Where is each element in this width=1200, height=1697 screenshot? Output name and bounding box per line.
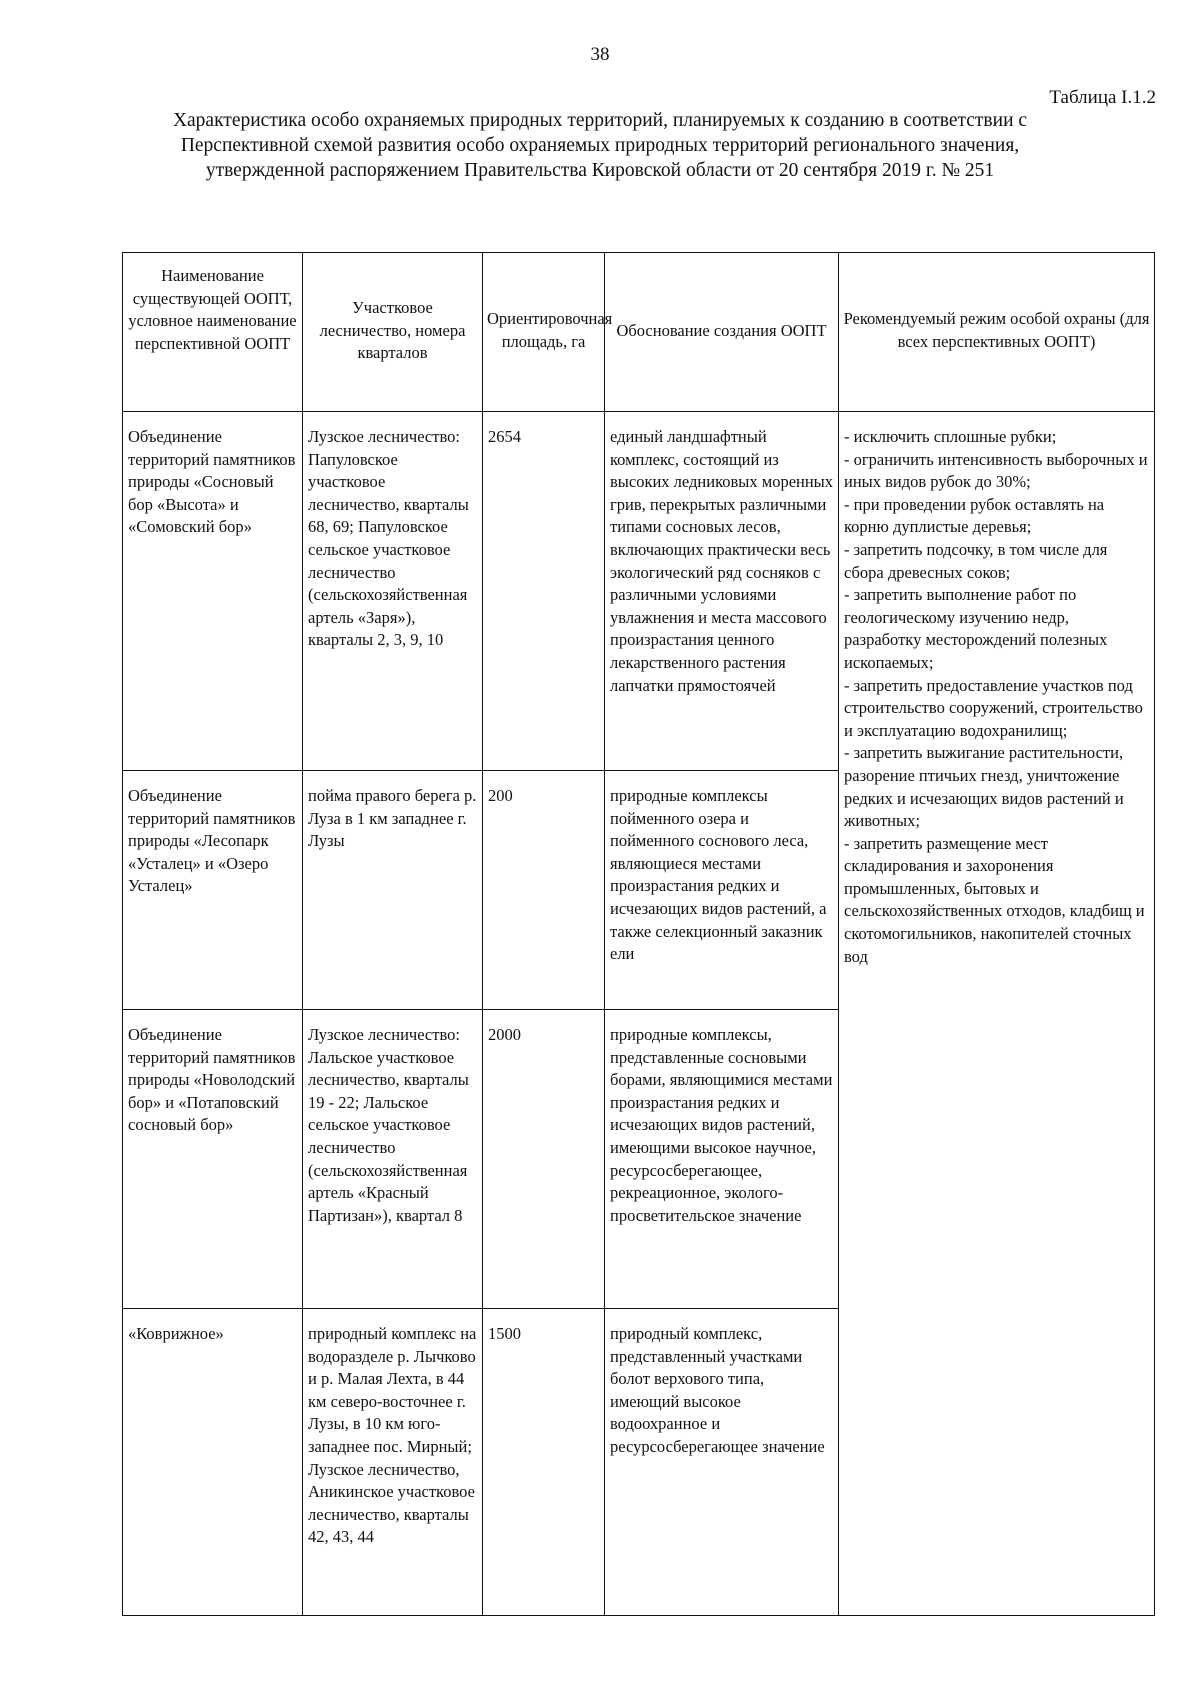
header-justification: Обоснование создания ООПТ xyxy=(605,253,839,412)
table-title: Характеристика особо охраняемых природных территорий, планируемых к созданию в соответствии с Перспективной схемой развития особо охраняемых природных территорий регионального значения, утвержденной распоряжением Правительства Кировской области от 20 сентября 2019 г. № 251 xyxy=(172,110,1028,181)
cell-regime xyxy=(839,412,1155,1616)
cell-name: Объединение территорий памятников природы «Сосновый бор «Высота» и «Сомовский бор» xyxy=(123,412,303,771)
cell-justification: природные комплексы, представленные сосновыми борами, являющимися местами произрастания редких и исчезающих видов растений, имеющими высокое научное, ресурсосберегающее, рекреационное, эколого-просветительское значение xyxy=(605,1010,839,1309)
cell-name: «Коврижное» xyxy=(123,1309,303,1616)
header-forestry: Участковое лесничество, номера кварталов xyxy=(303,253,483,412)
regime-item: - запретить выжигание растительности, разорение птичьих гнезд, уничтожение редких и исчезающих видов растений и животных; xyxy=(844,743,1124,831)
regime-item: - запретить подсочку, в том числе для сбора древесных соков; xyxy=(844,539,1108,582)
cell-name: Объединение территорий памятников природы «Новолодский бор» и «Потаповский сосновый бор» xyxy=(123,1010,303,1309)
header-regime: Рекомендуемый режим особой охраны (для всех перспективных ООПТ) xyxy=(839,253,1155,412)
regime-item: - запретить размещение мест складирования и захоронения промышленных, бытовых и сельскохозяйственных отходов, кладбищ и скотомогильников, накопителей сточных вод xyxy=(844,833,1145,966)
cell-forestry: природный комплекс на водоразделе р. Лычково и р. Малая Лехта, в 44 км северо-восточнее г. Лузы, в 10 км юго-западнее пос. Мирный; Лузское лесничество, Аникинское участковое лесничество, кварталы 42, 43, 44 xyxy=(303,1309,483,1616)
regime-item: - ограничить интенсивность выборочных и иных видов рубок до 30%; xyxy=(844,449,1148,492)
page-number: 38 xyxy=(590,44,610,65)
table-label: Таблица I.1.2 xyxy=(1049,87,1156,108)
cell-area: 1500 xyxy=(483,1309,605,1616)
cell-area: 2000 xyxy=(483,1010,605,1309)
cell-justification: природные комплексы пойменного озера и пойменного соснового леса, являющиеся местами произрастания редких и исчезающих видов растений, а также селекционный заказник ели xyxy=(605,771,839,1010)
cell-forestry: Лузское лесничество: Лальское участковое лесничество, кварталы 19 - 22; Лальское сельское участковое лесничество (сельскохозяйственная артель «Красный Партизан»), квартал 8 xyxy=(303,1010,483,1309)
oopt-table xyxy=(122,252,1155,1616)
table-header-row xyxy=(123,253,1155,412)
regime-item: - запретить предоставление участков под строительство сооружений, строительство и эксплуатацию водохранилищ; xyxy=(844,675,1143,740)
header-name: Наименование существующей ООПТ, условное наименование перспективной ООПТ xyxy=(123,253,303,412)
cell-area: 2654 xyxy=(483,412,605,771)
regime-item: - при проведении рубок оставлять на корню дуплистые деревья; xyxy=(844,494,1105,537)
header-area: Ориентировочная площадь, га xyxy=(483,253,605,412)
cell-forestry: пойма правого берега р. Луза в 1 км западнее г. Лузы xyxy=(303,771,483,1010)
cell-justification: единый ландшафтный комплекс, состоящий из высоких ледниковых моренных грив, перекрытых различными типами сосновых лесов, включающих практически весь экологический ряд сосняков с различными условиями увлажнения и места массового произрастания ценного лекарственного растения лапчатки прямостоячей xyxy=(605,412,839,771)
regime-item: - запретить выполнение работ по геологическому изучению недр, разработку месторождений полезных ископаемых; xyxy=(844,585,1108,672)
cell-forestry: Лузское лесничество: Папуловское участковое лесничество, кварталы 68, 69; Папуловское сельское участковое лесничество (сельскохозяйственная артель «Заря»), кварталы 2, 3, 9, 10 xyxy=(303,412,483,771)
regime-item: - исключить сплошные рубки; xyxy=(844,427,1057,446)
table-row xyxy=(123,412,1155,771)
cell-name: Объединение территорий памятников природы «Лесопарк «Усталец» и «Озеро Усталец» xyxy=(123,771,303,1010)
cell-justification: природный комплекс, представленный участками болот верхового типа, имеющий высокое водоохранное и ресурсосберегающее значение xyxy=(605,1309,839,1616)
cell-area: 200 xyxy=(483,771,605,1010)
